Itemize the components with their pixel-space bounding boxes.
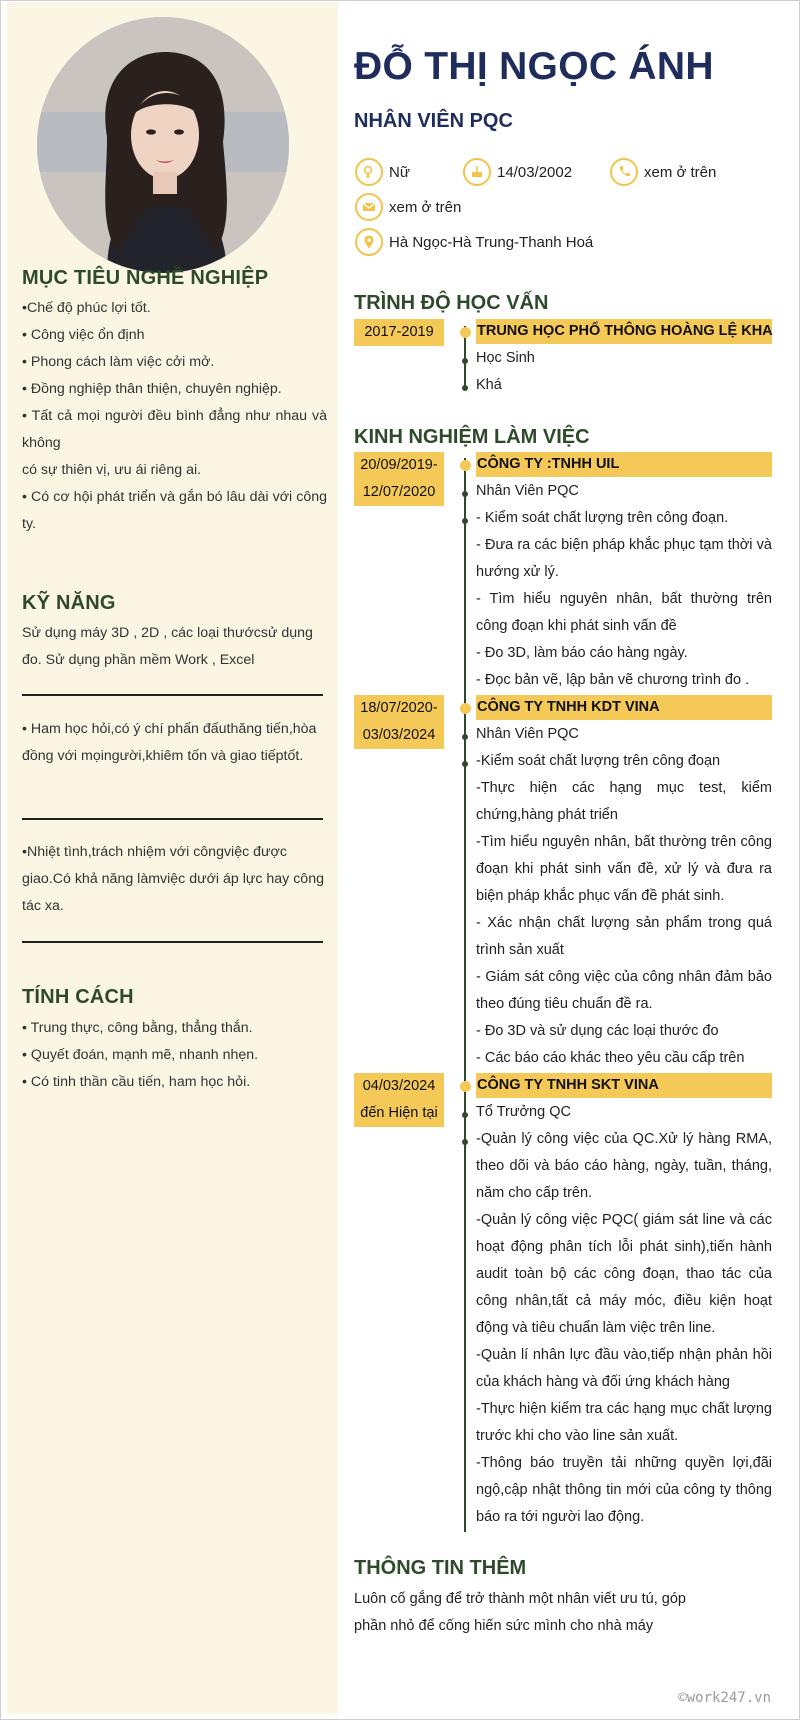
education-date-text: 2017-2019 xyxy=(364,324,434,340)
job-detail: -Quản lý công việc PQC( giám sát line và các hoạt động phân tích lỗi phát sinh),tiến hành audit toàn bộ các công đoạn, thao tác của công nhân,tất cả máy móc, điều kiện hoạt động và tiêu chuẩn làm việc trên line. xyxy=(476,1212,772,1336)
job-role: Nhân Viên PQC xyxy=(476,726,579,742)
job-detail: -Kiểm soát chất lượng trên công đoạn xyxy=(476,753,721,769)
job-detail: -Quản lý công việc của QC.Xử lý hàng RMA, theo dõi và báo cáo hàng, ngày, tuần, tháng, năm cho cấp trên. xyxy=(476,1131,772,1201)
address-value: Hà Ngọc-Hà Trung-Thanh Hoá xyxy=(389,233,594,251)
job-detail: -Quản lí nhân lực đầu vào,tiếp nhận phản hồi của khách hàng và đối ứng khách hàng xyxy=(476,1347,772,1390)
skills-block-2: • Ham học hỏi,có ý chí phấn đấuthăng tiến,hòa đồng với mọingười,khiêm tốn và giao tiếptốt. xyxy=(22,721,317,764)
watermark: ©work247.vn xyxy=(678,1690,771,1706)
job-date xyxy=(354,1073,444,1127)
additional-title: THÔNG TIN THÊM xyxy=(354,1557,527,1579)
objective-line: • Có cơ hội phát triển và gắn bó lâu dài với công ty. xyxy=(22,489,327,532)
email-info xyxy=(355,193,461,221)
job-detail: -Thực hiện các hạng mục test, kiểm chứng,hàng phát triển xyxy=(476,780,772,823)
objective-line: • Công việc ổn định xyxy=(22,327,145,343)
gender-value: Nữ xyxy=(389,163,410,181)
skills-block-1: Sử dụng máy 3D , 2D , các loại thướcsử dụng đo. Sử dụng phần mềm Work , Excel xyxy=(22,625,313,668)
job-details xyxy=(476,478,772,694)
timeline-dot xyxy=(462,385,468,391)
objective-list xyxy=(22,295,327,538)
skills-block-3: •Nhiệt tình,trách nhiệm với côngviệc được giao.Có khả năng làmviệc dưới áp lực hay công tác xa. xyxy=(22,844,324,914)
job-date-start: 04/03/2024 xyxy=(362,1078,436,1094)
job-date xyxy=(354,452,444,506)
personality-line: • Quyết đoán, mạnh mẽ, nhanh nhẹn. xyxy=(22,1047,259,1063)
job-detail: - Giám sát công việc của công nhân đảm bảo theo đúng tiêu chuẩn đề ra. xyxy=(476,969,772,1012)
email-value: xem ở trên xyxy=(389,198,462,216)
timeline-dot xyxy=(462,734,468,740)
timeline-dot xyxy=(462,1112,468,1118)
cake-icon xyxy=(463,158,491,186)
education-title: TRÌNH ĐỘ HỌC VẤN xyxy=(354,292,549,314)
job-detail: -Thông báo truyền tải những quyền lợi,đãi ngộ,cập nhật thông tin mới của công ty thông báo ra tới người lao động. xyxy=(476,1455,772,1525)
education-details xyxy=(476,345,772,399)
additional-text: Luôn cố gắng để trở thành một nhân viết ưu tú, góp phần nhỏ để cống hiến sức mình cho nhà máy xyxy=(354,1591,686,1634)
job-detail: - Xác nhận chất lượng sản phẩm trong quá trình sản xuất xyxy=(476,915,772,958)
job-detail: - Kiểm soát chất lượng trên công đoạn. xyxy=(476,510,729,526)
job-detail: - Đưa ra các biện pháp khắc phục tạm thời và hướng xử lý. xyxy=(476,537,772,580)
education-school: TRUNG HỌC PHỔ THÔNG HOÀNG LỆ KHA xyxy=(476,319,772,344)
divider xyxy=(22,941,323,943)
job-date-end: 12/07/2020 xyxy=(362,484,436,500)
personality-line: • Có tinh thần cầu tiến, ham học hỏi. xyxy=(22,1074,251,1090)
education-major: Học Sinh xyxy=(476,350,535,366)
job-company: CÔNG TY TNHH KDT VINA xyxy=(476,695,772,720)
personality-line: • Trung thực, công bằng, thẳng thắn. xyxy=(22,1020,253,1036)
birthday-info xyxy=(463,158,572,186)
map-pin-icon xyxy=(355,228,383,256)
candidate-name: ĐỖ THỊ NGỌC ÁNH xyxy=(354,45,714,88)
timeline-dot xyxy=(462,761,468,767)
job-detail: - Đọc bản vẽ, lập bản vẽ chương trình đo . xyxy=(476,672,750,688)
job-detail: - Đo 3D và sử dụng các loại thước đo xyxy=(476,1023,719,1039)
phone-value: xem ở trên xyxy=(644,163,717,181)
job-detail: -Thực hiện kiểm tra các hạng mục chất lượng trước khi cho vào line sản xuất. xyxy=(476,1401,772,1444)
objective-line: có sự thiên vị, ưu ái riêng ai. xyxy=(22,462,202,478)
job-company: CÔNG TY TNHH SKT VINA xyxy=(476,1073,772,1098)
education-grade: Khá xyxy=(476,377,502,393)
mail-icon xyxy=(355,193,383,221)
job-date-start: 18/07/2020- xyxy=(360,700,438,716)
experience-title: KINH NGHIỆM LÀM VIỆC xyxy=(354,426,590,448)
timeline-dot xyxy=(462,1139,468,1145)
personality-title: TÍNH CÁCH xyxy=(22,986,134,1008)
job-detail: - Tìm hiểu nguyên nhân, bất thường trên công đoạn khi phát sinh vấn đề xyxy=(476,591,772,634)
divider xyxy=(22,818,323,820)
job-date-end: 03/03/2024 xyxy=(362,727,436,743)
timeline-dot xyxy=(462,518,468,524)
experience-timeline xyxy=(464,458,466,1532)
job-details xyxy=(476,721,772,1072)
objective-title: MỤC TIÊU NGHỀ NGHIỆP xyxy=(22,267,269,289)
job-details xyxy=(476,1099,772,1531)
job-date-end: đến Hiện tại xyxy=(360,1105,438,1121)
job-role: Tổ Trưởng QC xyxy=(476,1104,571,1120)
birthday-value: 14/03/2002 xyxy=(497,163,573,181)
job-date xyxy=(354,695,444,749)
divider xyxy=(22,694,323,696)
timeline-dot xyxy=(460,327,471,338)
job-detail: -Tìm hiểu nguyên nhân, bất thường trên công đoạn khi phát sinh vấn đề, xử lý và đưa ra biện pháp khắc phục vấn đề phát sinh. xyxy=(476,834,772,904)
timeline-dot xyxy=(460,703,471,714)
job-date-start: 20/09/2019- xyxy=(360,457,438,473)
phone-icon xyxy=(610,158,638,186)
job-company: CÔNG TY :TNHH UIL xyxy=(476,452,772,477)
avatar xyxy=(37,17,289,273)
timeline-dot xyxy=(460,460,471,471)
objective-line: • Tất cả mọi người đều bình đẳng như nhau và không xyxy=(22,408,327,451)
candidate-position: NHÂN VIÊN PQC xyxy=(354,110,513,132)
objective-line: • Đồng nghiệp thân thiện, chuyên nghiệp. xyxy=(22,381,282,397)
job-detail: - Các báo cáo khác theo yêu cầu cấp trên xyxy=(476,1050,745,1066)
gender-icon xyxy=(355,158,383,186)
timeline-dot xyxy=(460,1081,471,1092)
objective-line: •Chế độ phúc lợi tốt. xyxy=(22,300,151,316)
gender-info xyxy=(355,158,410,186)
phone-info xyxy=(610,158,716,186)
personality-list xyxy=(22,1015,327,1096)
objective-line: • Phong cách làm việc cởi mở. xyxy=(22,354,215,370)
job-detail: - Đo 3D, làm báo cáo hàng ngày. xyxy=(476,645,688,661)
skills-title: KỸ NĂNG xyxy=(22,592,116,614)
education-date xyxy=(354,319,444,346)
address-info xyxy=(355,228,593,256)
timeline-dot xyxy=(462,358,468,364)
job-role: Nhân Viên PQC xyxy=(476,483,579,499)
timeline-dot xyxy=(462,491,468,497)
